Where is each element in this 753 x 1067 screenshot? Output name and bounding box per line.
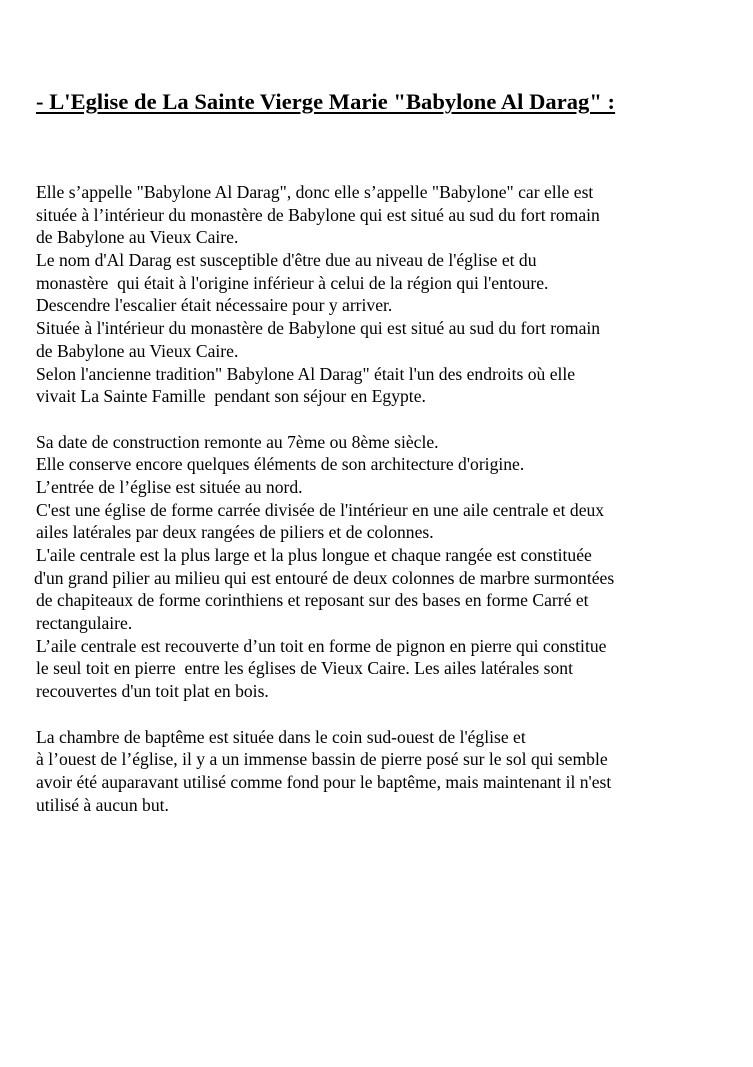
text-line: Elle s’appelle "Babylone Al Darag", donc elle s’appelle "Babylone" car elle est xyxy=(36,182,594,202)
text-line: située à l’intérieur du monastère de Babylone qui est situé au sud du fort romain xyxy=(36,204,600,225)
document-body xyxy=(36,181,726,816)
text-line: L’aile centrale est recouverte d’un toit en forme de pignon en pierre qui constitue xyxy=(36,635,607,656)
text-line: La chambre de baptême est située dans le coin sud-ouest de l'église et xyxy=(36,726,526,747)
text-line: vivait La Sainte Famille pendant son séjour en Egypte. xyxy=(36,386,426,407)
text-line: d'un grand pilier au milieu qui est entouré de deux colonnes de marbre surmontées xyxy=(34,567,615,588)
text-line: Elle conserve encore quelques éléments de son architecture d'origine. xyxy=(36,454,525,475)
text-line: à l’ouest de l’église, il y a un immense bassin de pierre posé sur le sol qui semble xyxy=(36,749,608,770)
text-line: C'est une église de forme carrée divisée de l'intérieur en une aile centrale et deux xyxy=(36,499,605,520)
text-line: Selon l'ancienne tradition" Babylone Al Darag" était l'un des endroits où elle xyxy=(36,363,576,384)
text-line: L’entrée de l’église est située au nord. xyxy=(36,476,303,497)
paragraph-3 xyxy=(36,726,726,817)
text-line: utilisé à aucun but. xyxy=(36,794,169,815)
document-title: - L'Eglise de La Sainte Vierge Marie "Babylone Al Darag" : xyxy=(36,89,616,114)
paragraph-gap xyxy=(36,408,726,431)
text-line: avoir été auparavant utilisé comme fond pour le baptême, mais maintenant il n'est xyxy=(36,771,612,792)
text-line: de Babylone au Vieux Caire. xyxy=(36,227,239,248)
text-line: de Babylone au Vieux Caire. xyxy=(36,340,239,361)
text-line: Située à l'intérieur du monastère de Babylone qui est situé au sud du fort romain xyxy=(36,318,601,339)
paragraph-2 xyxy=(36,431,726,703)
text-line: rectangulaire. xyxy=(36,613,133,634)
text-line: recouvertes d'un toit plat en bois. xyxy=(36,681,269,702)
text-line: L'aile centrale est la plus large et la plus longue et chaque rangée est constituée xyxy=(36,545,592,565)
text-line: Sa date de construction remonte au 7ème ou 8ème siècle. xyxy=(36,431,439,452)
text-line: Descendre l'escalier était nécessaire pour y arriver. xyxy=(36,295,393,316)
paragraph-1 xyxy=(36,181,726,408)
text-line: ailes latérales par deux rangées de piliers et de colonnes. xyxy=(36,522,434,543)
text-line: de chapiteaux de forme corinthiens et reposant sur des bases en forme Carré et xyxy=(36,590,589,611)
paragraph-gap xyxy=(36,703,726,726)
text-line: Le nom d'Al Darag est susceptible d'être due au niveau de l'église et du xyxy=(36,250,537,271)
text-line: monastère qui était à l'origine inférieur à celui de la région qui l'entoure. xyxy=(36,272,549,293)
text-line: le seul toit en pierre entre les églises de Vieux Caire. Les ailes latérales sont xyxy=(36,658,573,679)
